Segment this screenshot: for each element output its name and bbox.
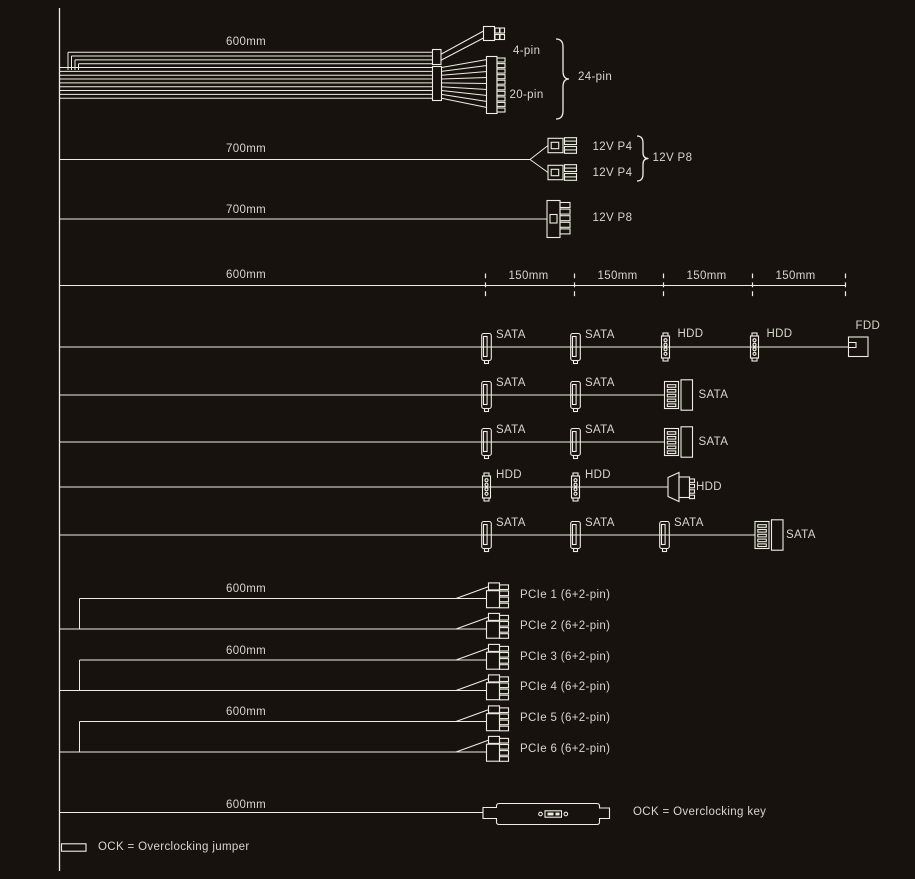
sata-connector-icon: [571, 334, 581, 364]
brace-24pin-icon: [556, 39, 569, 119]
ruler-segment-label: 150mm: [775, 270, 816, 282]
pcie-connector-icon: [456, 613, 509, 638]
connector-label-sata: SATA: [698, 436, 729, 448]
brace-12vp8-icon: [637, 136, 649, 181]
ruler-segment-label: 150mm: [508, 270, 549, 282]
pcie-connector-label: PCIe 3 (6+2-pin): [520, 650, 611, 663]
pcie-cable-pair-3: [60, 706, 509, 761]
ock-length-label: 600mm: [226, 798, 267, 811]
connector-label-hdd: HDD: [496, 468, 522, 481]
pcie-length-label: 600mm: [226, 706, 267, 718]
pcie-connector-icon: [456, 675, 509, 700]
eps-split-cable: [60, 136, 649, 181]
ruler-segment-label: 150mm: [686, 270, 727, 282]
atx-20pin-label: 20-pin: [509, 88, 544, 101]
sata-end-connector-icon: [665, 427, 693, 457]
connector-label-sata: SATA: [698, 389, 729, 401]
p4-connector-icon: [548, 138, 577, 154]
connector-label-fdd: FDD: [855, 319, 881, 332]
cable-tie-icon: [433, 67, 442, 101]
eps-split-length-label: 700mm: [226, 143, 267, 155]
atx-length-label: 600mm: [226, 36, 267, 48]
atx-4pin-label: 4-pin: [513, 44, 541, 57]
pcie-length-label: 600mm: [226, 583, 267, 595]
pcie-connector-icon: [456, 644, 509, 669]
sata-connector-icon: [571, 522, 581, 552]
peripheral-cable-row-1: [60, 333, 868, 364]
connector-label-sata: SATA: [786, 529, 816, 541]
pcie-connector-label: PCIe 1 (6+2-pin): [520, 589, 611, 601]
pcie-connector-icon: [456, 583, 509, 608]
connector-label-sata: SATA: [496, 328, 526, 341]
sata-connector-icon: [571, 429, 581, 459]
pcie-connector-label: PCIe 5 (6+2-pin): [520, 712, 611, 724]
atx-24pin-label: 24-pin: [578, 70, 613, 83]
ock-key-cable: [60, 804, 610, 825]
ock-key-label: OCK = Overclocking key: [633, 805, 767, 818]
sata-connector-icon: [571, 382, 581, 412]
ruler-segment-label: 150mm: [597, 270, 638, 282]
connector-label-sata: SATA: [585, 423, 615, 436]
connector-label-sata: SATA: [496, 516, 526, 529]
pcie-connector-icon: [456, 736, 509, 761]
connector-label-hdd: HDD: [677, 328, 704, 340]
connector-label-sata: SATA: [496, 423, 526, 436]
sata-end-connector-icon: [755, 520, 783, 550]
peripheral-ruler-cable: [60, 274, 846, 298]
p8-brace-label: 12V P8: [652, 152, 693, 164]
p4-top-label: 12V P4: [592, 140, 633, 153]
pcie-cable-pair-1: [60, 583, 509, 638]
hdd-end-connector-icon: [668, 473, 695, 502]
pcie-connector-label: PCIe 6 (6+2-pin): [520, 742, 611, 755]
eps-p8-cable: [60, 201, 570, 238]
p8-connector-icon: [547, 201, 570, 238]
sata-connector-icon: [482, 334, 492, 364]
connector-label-hdd: HDD: [696, 481, 722, 493]
atx-24pin-cable: [60, 27, 569, 120]
sata-end-connector-icon: [665, 380, 693, 410]
sata-connector-icon: [482, 522, 492, 552]
pcie-connector-label: PCIe 2 (6+2-pin): [520, 619, 611, 632]
fdd-connector-icon: [849, 337, 869, 357]
atx-4pin-connector-icon: [484, 27, 505, 41]
connector-label-hdd: HDD: [585, 468, 611, 481]
connector-label-sata: SATA: [674, 516, 704, 529]
ock-jumper-icon: [62, 844, 87, 851]
p8-label: 12V P8: [592, 212, 633, 224]
connector-label-sata: SATA: [496, 376, 526, 389]
ock-jumper-label: OCK = Overclocking jumper: [98, 841, 250, 853]
sata-connector-icon: [482, 382, 492, 412]
ock-key-icon: [483, 804, 610, 825]
p4-bottom-label: 12V P4: [592, 166, 633, 179]
p4-connector-icon: [548, 165, 577, 181]
atx-20pin-connector-icon: [487, 57, 506, 114]
sata-connector-icon: [660, 522, 670, 552]
pcie-connector-label: PCIe 4 (6+2-pin): [520, 681, 611, 693]
connector-label-hdd: HDD: [766, 328, 793, 340]
pcie-connector-icon: [456, 706, 509, 731]
connector-label-sata: SATA: [585, 328, 615, 341]
sata-connector-icon: [482, 429, 492, 459]
eps-length-label: 700mm: [226, 203, 267, 216]
ruler-length-label: 600mm: [226, 268, 267, 281]
connector-label-sata: SATA: [585, 376, 615, 389]
pcie-length-label: 600mm: [226, 644, 267, 657]
connector-label-sata: SATA: [585, 516, 615, 529]
pcie-cable-pair-2: [60, 644, 509, 699]
cable-tie-icon: [433, 50, 442, 65]
